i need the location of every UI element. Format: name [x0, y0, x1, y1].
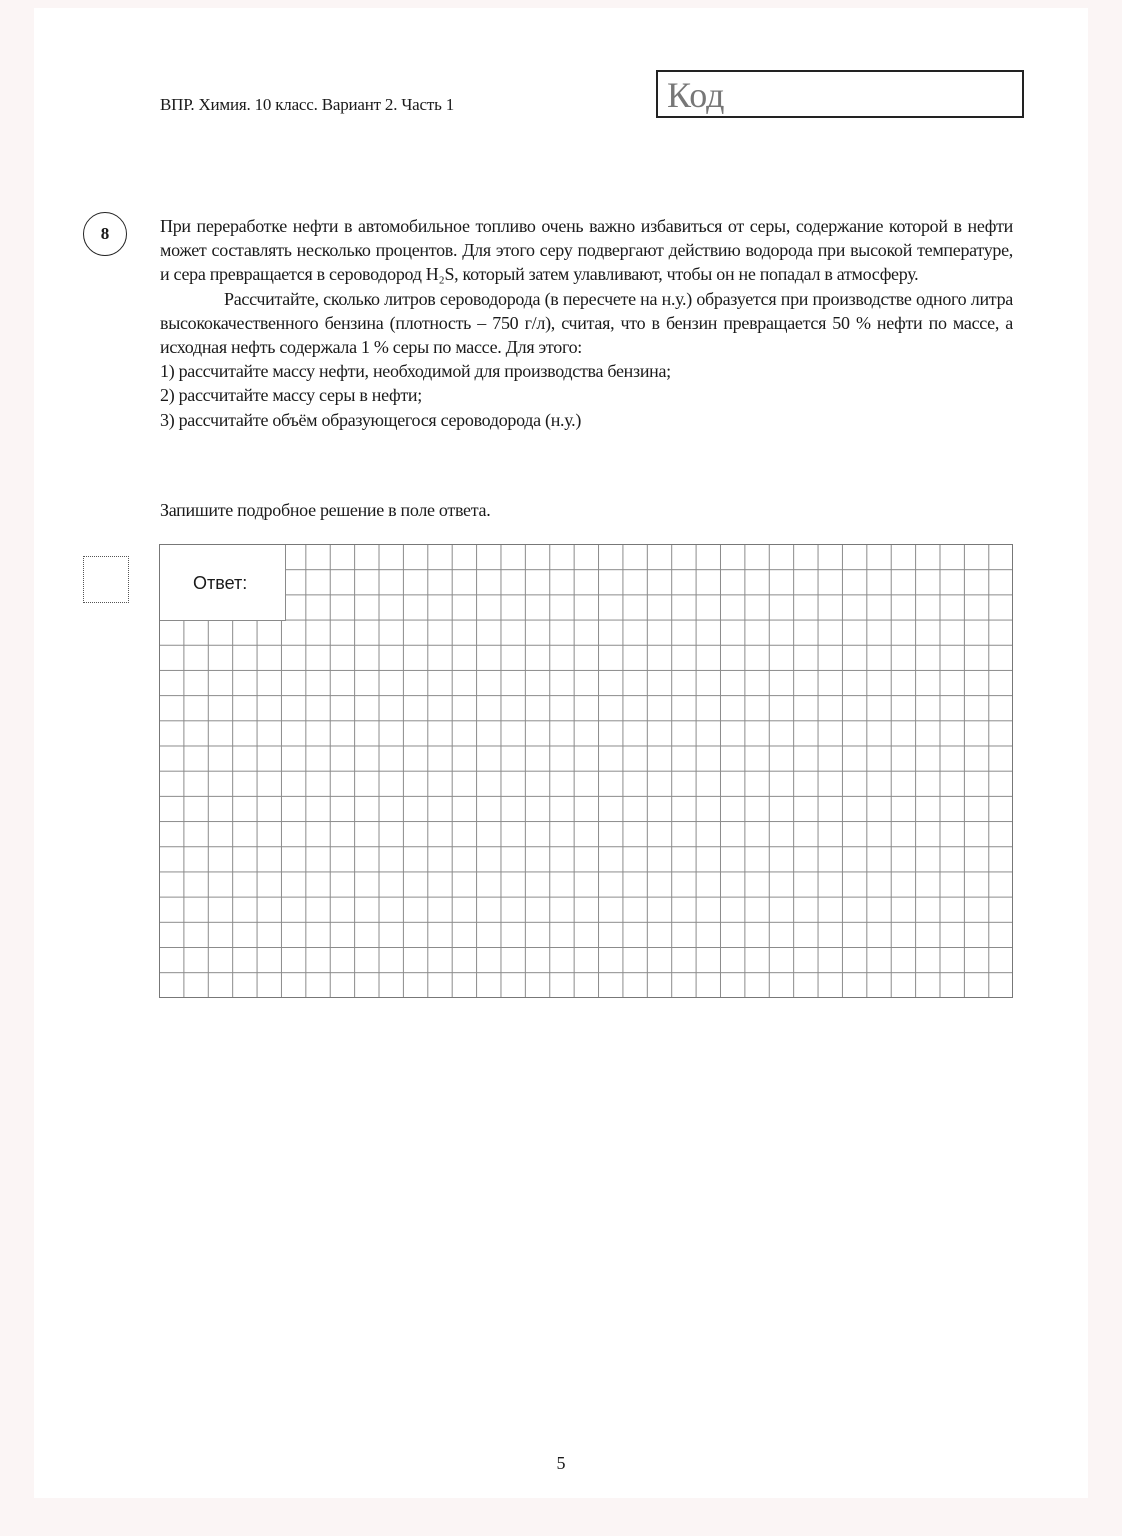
answer-grid[interactable] — [159, 544, 1013, 998]
code-field[interactable] — [656, 70, 1024, 118]
page-number: 5 — [556, 1453, 566, 1473]
task-paragraph-1: При переработке нефти в автомобильное топливо очень важно избавиться от серы, содержание которой в нефти может составлять несколько процентов. Для этого серу подвергают действию водорода при высокой температуре, и сера превращается в сероводород H₂S, который затем улавливают, чтобы он не попадал в атмосферу. — [160, 216, 1013, 285]
answer-label: Ответ: — [193, 573, 248, 593]
task-step-2: 2) рассчитайте массу серы в нефти; — [160, 385, 422, 406]
task-text — [160, 214, 1013, 432]
page-header-title: ВПР. Химия. 10 класс. Вариант 2. Часть 1 — [160, 95, 454, 114]
answer-label-cell — [160, 545, 286, 621]
code-label: Код — [667, 75, 725, 115]
task-instruction: Запишите подробное решение в поле ответа. — [160, 500, 491, 520]
score-box[interactable] — [83, 556, 129, 603]
task-step-1: 1) рассчитайте массу нефти, необходимой для производства бензина; — [160, 361, 671, 382]
task-number-badge: 8 — [83, 212, 127, 256]
task-paragraph-2: Рассчитайте, сколько литров сероводорода (в пересчете на н.у.) образуется при производстве одного литра высококачественного бензина (плотность – 750 г/л), считая, что в бензин превращается 50 % нефти по массе, а исходная нефть содержала 1 % серы по массе. Для этого: — [160, 288, 1013, 358]
task-step-3: 3) рассчитайте объём образующегося сероводорода (н.у.) — [160, 409, 582, 430]
